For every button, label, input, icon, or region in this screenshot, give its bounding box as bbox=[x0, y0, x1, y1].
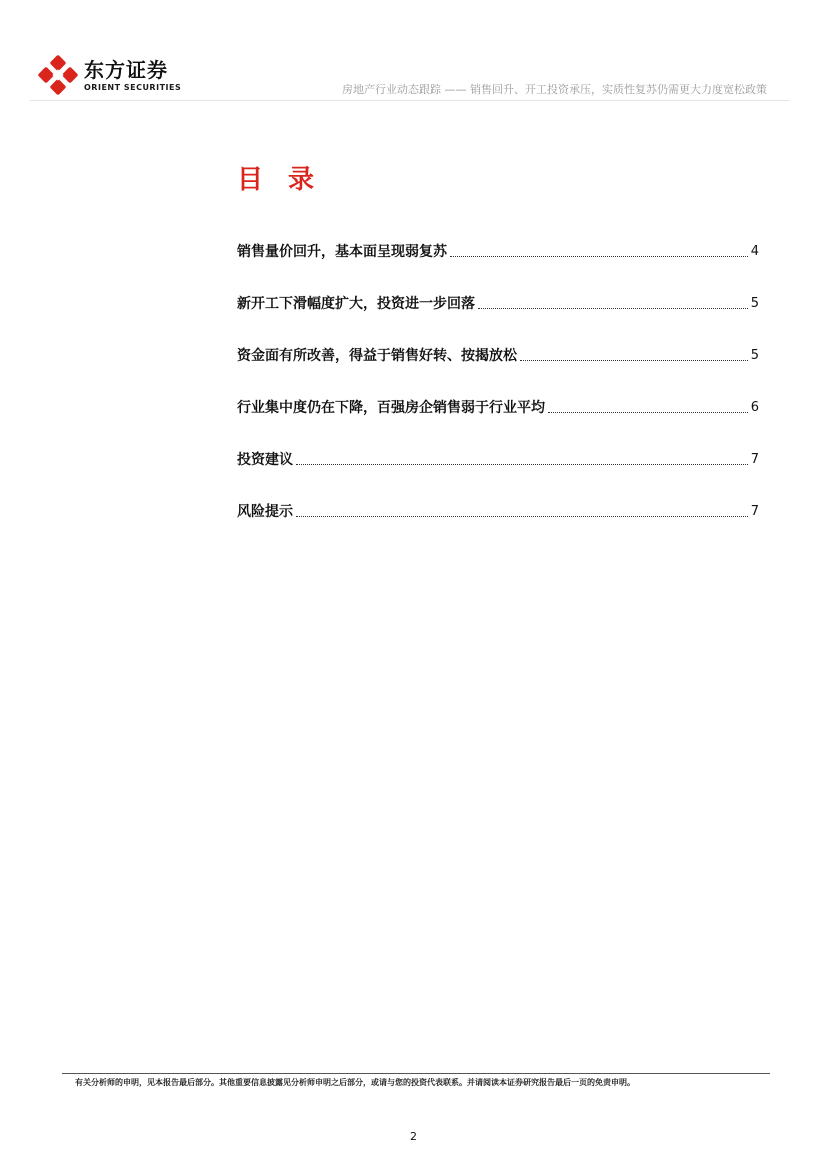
brand-name-cn: 东方证券 bbox=[84, 58, 168, 82]
header-divider bbox=[30, 100, 790, 101]
toc-entry[interactable] bbox=[237, 448, 759, 470]
toc-entry-page: 5 bbox=[750, 348, 759, 363]
toc-entry[interactable] bbox=[237, 344, 759, 366]
toc-leader-dots bbox=[296, 515, 748, 517]
toc-leader-dots bbox=[548, 411, 748, 413]
toc-entry-title: 投资建议 bbox=[237, 452, 293, 468]
brand-name-en: ORIENT SECURITIES bbox=[84, 83, 182, 92]
toc-entry[interactable] bbox=[237, 240, 759, 262]
table-of-contents bbox=[237, 240, 759, 552]
toc-entry-page: 6 bbox=[750, 400, 759, 415]
toc-entry-title: 销售量价回升，基本面呈现弱复苏 bbox=[237, 244, 447, 260]
report-title: 房地产行业动态跟踪 —— 销售回升、开工投资承压，实质性复苏仍需更大力度宽松政策 bbox=[342, 83, 767, 96]
footer-divider bbox=[62, 1073, 770, 1074]
toc-entry[interactable] bbox=[237, 396, 759, 418]
toc-entry-page: 5 bbox=[750, 296, 759, 311]
toc-entry-title: 风险提示 bbox=[237, 504, 293, 520]
toc-entry-title: 行业集中度仍在下降，百强房企销售弱于行业平均 bbox=[237, 400, 545, 416]
toc-leader-dots bbox=[296, 463, 748, 465]
toc-leader-dots bbox=[520, 359, 748, 361]
toc-entry[interactable] bbox=[237, 500, 759, 522]
page-number: 2 bbox=[410, 1130, 417, 1143]
toc-entry-page: 7 bbox=[750, 452, 759, 467]
orient-securities-logo-icon bbox=[38, 55, 78, 95]
toc-entry-title: 资金面有所改善，得益于销售好转、按揭放松 bbox=[237, 348, 517, 364]
page-header bbox=[0, 0, 827, 102]
footer-disclaimer: 有关分析师的申明，见本报告最后部分。其他重要信息披露见分析师申明之后部分，或请与您的投资代表联系。并请阅读本证券研究报告最后一页的免责申明。 bbox=[75, 1078, 635, 1087]
toc-leader-dots bbox=[450, 255, 748, 257]
toc-entry-page: 4 bbox=[750, 244, 759, 259]
toc-heading: 目 录 bbox=[237, 165, 323, 195]
toc-leader-dots bbox=[478, 307, 748, 309]
toc-entry-title: 新开工下滑幅度扩大，投资进一步回落 bbox=[237, 296, 475, 312]
toc-entry[interactable] bbox=[237, 292, 759, 314]
toc-entry-page: 7 bbox=[750, 504, 759, 519]
